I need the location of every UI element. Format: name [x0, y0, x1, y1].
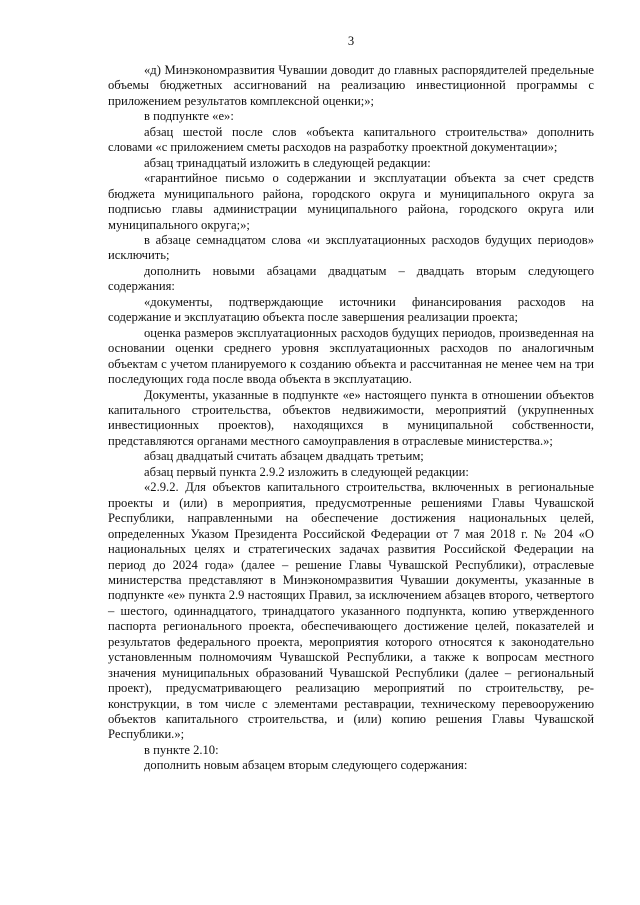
document-page: [108, 34, 594, 774]
paragraph-sixth-addition: абзац шестой после слов «объекта капитального строительства» дополнить словами «с приложением сметы расходов на разработку проектной документации»;: [108, 124, 594, 155]
paragraph-financing-documents: «документы, подтверждающие источники финансирования расходов на содержание и эксплуатацию объекта после завершения реализации проекта;: [108, 294, 594, 325]
paragraph-add-new-paragraphs: дополнить новыми абзацами двадцатым – двадцать вторым следующего содержания:: [108, 263, 594, 294]
paragraph-add-second: дополнить новым абзацем вторым следующего содержания:: [144, 758, 468, 773]
paragraph-in-subpoint-e: в подпункте «е»:: [144, 109, 234, 124]
paragraph-documents-municipal: Документы, указанные в подпункте «е» настоящего пункта в отношении объектов капитального строительства, объектов недвижимости, мероприятий (укрупненных инвестиционных проектов), находящихся в муниципальной собственности, представляются органами местного самоуправления в отраслевые министерства.»;: [108, 387, 594, 448]
paragraph-in-point-2-10: в пункте 2.10:: [144, 742, 219, 757]
paragraph-seventeenth-exclude: в абзаце семнадцатом слова «и эксплуатационных расходов будущих периодов» исключить;: [108, 232, 594, 263]
paragraph-twentieth-renumber: абзац двадцатый считать абзацем двадцать третьим;: [144, 449, 424, 464]
paragraph-2-9-2-text: «2.9.2. Для объектов капитального строительства, включенных в региональные проекты и (или) в мероприятия, предусмотренные решениями Главы Чувашской Республики, направленными на обеспечение достижения национальных целей, определенных Указом Президента Российской Федерации от 7 мая 2018 г. № 204 «О национальных целях и стратегических задачах развития Российской Федерации на период до 2024 года» (далее – решение Главы Чувашской Республики), отраслевые министерства представляют в Минэкономразвития Чувашии документы, указанные в подпункте «е» пункта 2.9 настоящих Правил, за исключением абзацев второго, четвертого – шестого, одиннадцатого, тринадцатого указанного подпункта, копию утвержденного паспорта регионального проекта, обеспечивающего достижение целей, показателей и результатов федерального проекта, мероприятия которого относятся к законодательно установленным полномочиям Чувашской Республики, а также к вопросам местного значения муниципальных образований Чувашской Республики (далее – региональный проект), предусматривающего реализацию мероприятий по строительству, реконструкции, в том числе с элементами реставрации, техническому перевооружению объектов капитального строительства, и (или) копию решения Главы Чувашской Республики.»;: [108, 480, 594, 742]
paragraph-guarantee-letter: «гарантийное письмо о содержании и эксплуатации объекта за счет средств бюджета муниципального района, городского округа и муниципального округа за подписью главы администрации муниципального района, городского округа или муниципального округа;»;: [108, 171, 594, 232]
paragraph-expense-estimate: оценка размеров эксплуатационных расходов будущих периодов, произведенная на основании оценки среднего уровня эксплуатационных расходов по аналогичным объектам с учетом планируемого к созданию объекта и рассчитанная не менее чем на три последующих года после ввода объекта в эксплуатацию.: [108, 325, 594, 387]
page-number: 3: [347, 34, 355, 48]
paragraph-subpoint-d: «д) Минэкономразвития Чувашии доводит до главных распорядителей предельные объемы бюджетных ассигнований на реализацию инвестиционной программы с приложением результатов комплексной оценки;»;: [108, 63, 594, 108]
paragraph-2-9-2-intro: абзац первый пункта 2.9.2 изложить в следующей редакции:: [144, 464, 469, 479]
paragraph-thirteenth-edit: абзац тринадцатый изложить в следующей редакции:: [144, 155, 431, 170]
